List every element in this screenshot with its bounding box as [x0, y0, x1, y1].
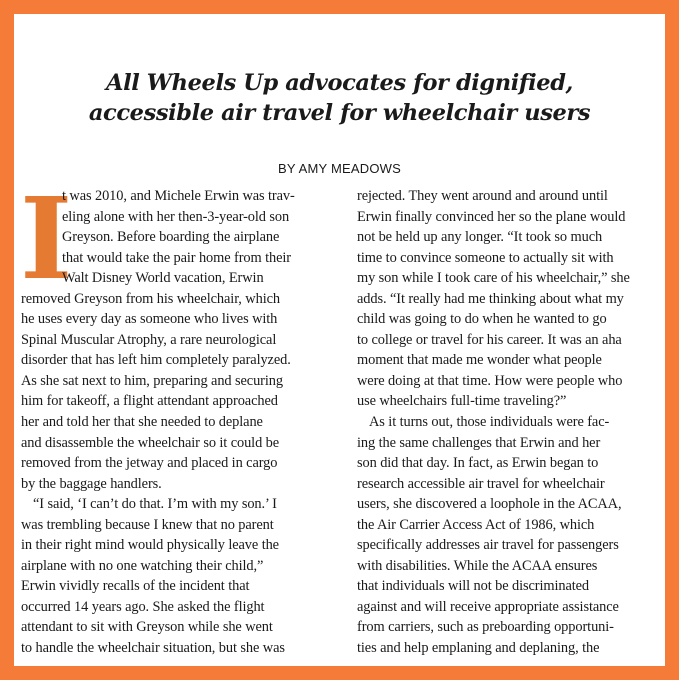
- text-line: and disassemble the wheelchair so it could be: [21, 434, 280, 451]
- text-line: ties and help emplaning and deplaning, the: [357, 640, 600, 657]
- text-line: attendant to sit with Greyson while she went: [21, 619, 273, 636]
- text-line: the Air Carrier Access Act of 1986, which: [357, 516, 595, 533]
- text-line: specifically addresses air travel for passengers: [357, 537, 619, 554]
- text-line: users, she discovered a loophole in the ACAA,: [357, 496, 622, 513]
- text-line: airplane with no one watching their child,”: [21, 557, 264, 574]
- text-line: Erwin finally convinced her so the plane would: [357, 208, 626, 225]
- text-line: from carriers, such as preboarding opportuni-: [357, 619, 614, 636]
- text-line: removed from the jetway and placed in cargo: [21, 455, 278, 472]
- text-line: her and told her that she needed to deplane: [21, 414, 263, 431]
- text-line: As she sat next to him, preparing and securing: [21, 372, 283, 389]
- text-line: by the baggage handlers.: [21, 475, 162, 492]
- text-line: to college or travel for his career. It was an aha: [357, 331, 622, 348]
- text-line: use wheelchairs full-time traveling?”: [357, 393, 567, 410]
- headline-line: All Wheels Up advocates for dignified,: [106, 70, 573, 96]
- text-line: son did that day. In fact, as Erwin began to: [357, 455, 599, 472]
- text-line: my son while I took care of his wheelchair,” she: [357, 270, 630, 287]
- byline: BY AMY MEADOWS: [278, 161, 401, 176]
- text-line: against and will receive appropriate assistance: [357, 598, 619, 615]
- text-line: eling alone with her then-3-year-old son: [62, 208, 290, 225]
- text-line: research accessible air travel for wheelchair: [357, 475, 605, 492]
- text-line: ing the same challenges that Erwin and her: [357, 434, 601, 451]
- text-line: adds. “It really had me thinking about what my: [357, 290, 624, 307]
- text-line: in their right mind would physically leave the: [21, 537, 279, 554]
- text-line: Spinal Muscular Atrophy, a rare neurological: [21, 331, 277, 348]
- text-line: t was 2010, and Michele Erwin was trav-: [62, 188, 295, 204]
- headline-line: accessible air travel for wheelchair users: [88, 100, 591, 126]
- text-line: disorder that has left him completely paralyzed.: [21, 352, 291, 369]
- text-line: moment that made me wonder what people: [357, 352, 602, 369]
- right-column: [357, 186, 662, 659]
- text-line: with disabilities. While the ACAA ensures: [357, 557, 598, 574]
- text-line: was trembling because I knew that no parent: [21, 516, 274, 533]
- article-page: [14, 14, 665, 666]
- text-line: As it turns out, those individuals were fac-: [369, 414, 610, 431]
- text-line: that individuals will not be discriminated: [357, 578, 590, 595]
- text-line: him for takeoff, a flight attendant approached: [21, 393, 278, 410]
- text-line: not be held up any longer. “It took so much: [357, 229, 603, 246]
- text-line: Greyson. Before boarding the airplane: [62, 229, 280, 246]
- headline: [14, 68, 665, 128]
- text-line: time to convince someone to actually sit with: [357, 249, 614, 266]
- text-line: Walt Disney World vacation, Erwin: [62, 270, 264, 287]
- text-line: rejected. They went around and around until: [357, 188, 608, 204]
- drop-cap: I: [20, 174, 73, 305]
- text-line: to handle the wheelchair situation, but she was: [21, 640, 285, 657]
- text-line: removed Greyson from his wheelchair, which: [21, 290, 280, 307]
- text-line: occurred 14 years ago. She asked the flight: [21, 598, 265, 615]
- text-line: child was going to do when he wanted to go: [357, 311, 607, 328]
- text-line: he uses every day as someone who lives with: [21, 311, 278, 328]
- text-line: were doing at that time. How were people who: [357, 372, 623, 389]
- text-line: that would take the pair home from their: [62, 249, 291, 266]
- text-line: “I said, ‘I can’t do that. I’m with my son.’ I: [33, 496, 277, 513]
- left-column: [20, 174, 338, 659]
- text-line: Erwin vividly recalls of the incident that: [21, 578, 250, 595]
